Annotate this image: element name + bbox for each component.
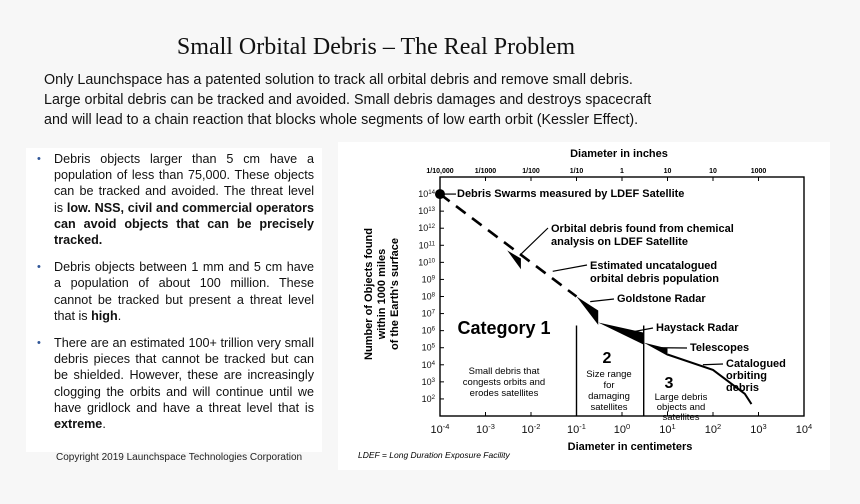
y-tick-label: $10^7$ (421, 308, 435, 319)
region-label-3: 3 (664, 375, 674, 392)
series-telescopes-band (644, 343, 668, 356)
intro-line: Large orbital debris can be tracked and avoided. Small debris damages and destroys spacecraft (44, 92, 652, 108)
top-tick-label: 1000 (750, 168, 767, 175)
region-label-1: Category 1 (457, 318, 551, 338)
x-tick-label: $10^{-1}$ (567, 421, 586, 436)
label-catalogued: debris (726, 382, 760, 394)
label-chemical-analysis: analysis on LDEF Satellite (551, 236, 688, 248)
bullet-text: Debris objects larger than 5 cm have a population of less than 75,000. These objects can be tracked and avoided. The threat level is (54, 152, 314, 215)
label-ldef-swarm: Debris Swarms measured by LDEF Satellite (457, 188, 685, 201)
label-goldstone-leader (590, 299, 614, 302)
debris-chart (338, 142, 830, 470)
top-tick-label: 1/1000 (474, 168, 497, 175)
region-note-2: satellites (590, 402, 628, 413)
bullet-bold: low. NSS, civil and commercial operators can avoid objects that can be precisely tracked. (54, 200, 314, 248)
bullet-bold: extreme (54, 417, 103, 432)
bullet-icon: • (37, 153, 41, 165)
y-tick-label: $10^{11}$ (418, 239, 435, 251)
x-tick-label: $10^0$ (613, 421, 631, 436)
region-note-2: for (603, 380, 615, 391)
label-uncatalogued: Estimated uncatalogued (590, 260, 718, 272)
bullet-bold: high (91, 308, 118, 323)
top-axis-label: Diameter in inches (570, 148, 668, 160)
label-telescopes: Telescopes (690, 342, 750, 354)
x-axis-label: Diameter in centimeters (567, 441, 693, 453)
region-note-1: erodes satellites (469, 388, 539, 399)
intro-text (44, 70, 744, 130)
bullet-tail: . (102, 417, 106, 432)
region-note-3: satellites (662, 412, 700, 423)
bullet-item (26, 151, 322, 248)
region-note-2: damaging (588, 391, 630, 402)
intro-line: Only Launchspace has a patented solution to track all orbital debris and remove small debris. (44, 72, 633, 88)
x-tick-label: $10^{-3}$ (476, 421, 495, 436)
label-catalogued-leader (703, 364, 723, 365)
y-tick-label: $10^6$ (421, 325, 435, 336)
y-tick-label: $10^8$ (421, 291, 435, 302)
y-tick-label: $10^3$ (421, 376, 435, 387)
top-tick-label: 1 (620, 168, 624, 175)
top-tick-label: 10 (709, 168, 717, 175)
label-haystack: Haystack Radar (656, 322, 739, 334)
chart-footnote: LDEF = Long Duration Exposure Facility (358, 450, 510, 460)
x-tick-label: $10^{-4}$ (430, 421, 450, 436)
bullet-tail: . (117, 308, 122, 323)
label-chemical-analysis: Orbital debris found from chemical (551, 223, 734, 235)
y-tick-label: $10^{13}$ (418, 205, 435, 217)
top-tick-label: 1/10 (569, 168, 584, 175)
region-note-3: Large debris (654, 392, 708, 403)
bullet-item (26, 335, 322, 432)
label-catalogued: Catalogued (726, 358, 786, 370)
x-tick-label: $10^{-2}$ (521, 421, 541, 436)
series-ldef-swarm-dot (435, 189, 445, 199)
label-haystack-leader (630, 328, 653, 332)
y-tick-label: $10^{12}$ (418, 222, 435, 234)
region-note-3: objects and (656, 402, 706, 413)
copyright: Copyright 2019 Launchspace Technologies Corporation (56, 452, 303, 463)
page-title: Small Orbital Debris – The Real Problem (176, 34, 576, 60)
y-tick-label: $10^2$ (421, 393, 435, 404)
bullet-panel (26, 148, 322, 452)
label-catalogued: orbiting (726, 370, 767, 382)
label-uncatalogued: orbital debris population (590, 273, 719, 285)
x-tick-label: $10^3$ (750, 421, 767, 436)
top-tick-label: 10 (663, 168, 672, 175)
bullet-icon: • (37, 337, 41, 350)
x-tick-label: $10^1$ (659, 421, 676, 436)
y-axis-label: within 1000 miles (376, 248, 388, 340)
series-chemical-analysis-band (507, 250, 521, 269)
y-tick-label: $10^{10}$ (418, 256, 435, 268)
y-tick-label: $10^5$ (421, 342, 435, 353)
label-goldstone: Goldstone Radar (617, 293, 706, 305)
debris-chart-panel (338, 142, 830, 470)
series-haystack-band (598, 322, 644, 344)
x-tick-label: $10^2$ (704, 421, 722, 436)
region-note-1: congests orbits and (462, 377, 546, 388)
top-tick-label: 1/100 (522, 168, 540, 175)
label-chemical-analysis-leader (521, 228, 548, 254)
bullet-icon: • (37, 261, 41, 274)
intro-line: and will lead to a chain reaction that blocks whole segments of low earth orbit (Kessler Effect). (44, 112, 639, 128)
label-uncatalogued-leader (553, 265, 587, 271)
bullet-text: There are an estimated 100+ trillion very small debris pieces that cannot be tracked but can be shielded. However, these are increasingly clogging the orbits and will continue until we have gridlock and have a threat level that is (54, 336, 314, 415)
y-tick-label: $10^9$ (421, 273, 435, 285)
y-tick-label: $10^4$ (421, 359, 435, 370)
y-axis-label: of the Earth's surface (389, 237, 401, 351)
x-tick-label: $10^4$ (795, 421, 813, 436)
bullet-text: Debris objects between 1 mm and 5 cm have a population of about 100 million. These cannot be tracked but present a threat level that is (54, 260, 314, 323)
bullet-item (26, 259, 322, 324)
region-note-2: Size range (586, 369, 632, 380)
region-note-1: Small debris that (468, 366, 540, 377)
region-label-2: 2 (602, 350, 612, 367)
top-tick-label: 1/10,000 (426, 168, 454, 175)
y-axis-label: Number of Objects found (363, 228, 375, 360)
y-tick-label: $10^{14}$ (418, 188, 435, 200)
